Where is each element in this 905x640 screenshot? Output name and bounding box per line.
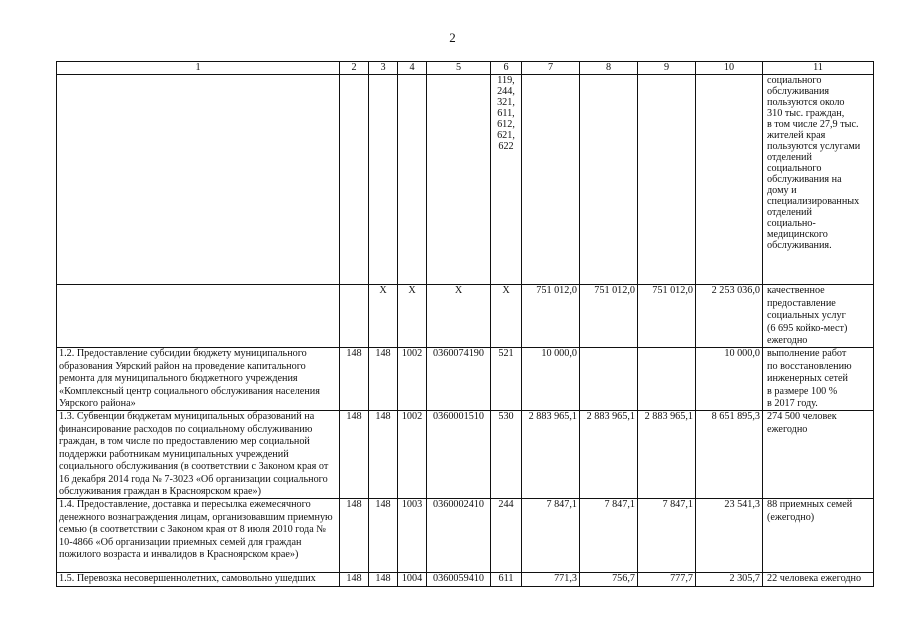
cell-year3: [638, 348, 696, 411]
cell-result: 22 человека ежегодно: [763, 573, 874, 586]
cell-result: 88 приемных семей (ежегодно): [763, 499, 874, 573]
cell-csr: 0360074190: [427, 348, 491, 411]
cell-csr: [427, 75, 491, 285]
cell-year3: [638, 75, 696, 285]
column-header: 10: [696, 62, 763, 75]
cell-vr: X: [491, 285, 522, 348]
cell-rzpr: 1002: [398, 348, 427, 411]
cell-year1: 751 012,0: [522, 285, 580, 348]
cell-vr: 119, 244, 321, 611, 612, 621, 622: [491, 75, 522, 285]
column-header: 4: [398, 62, 427, 75]
table-row: [57, 411, 874, 499]
column-header: 9: [638, 62, 696, 75]
cell-grbs: [369, 75, 398, 285]
column-header: 1: [57, 62, 340, 75]
cell-csr: 0360001510: [427, 411, 491, 499]
cell-gr: [340, 75, 369, 285]
cell-vr: 611: [491, 573, 522, 586]
table-row: [57, 348, 874, 411]
cell-total: 23 541,3: [696, 499, 763, 573]
cell-grbs: 148: [369, 573, 398, 586]
cell-year1: 10 000,0: [522, 348, 580, 411]
cell-total: 2 253 036,0: [696, 285, 763, 348]
cell-vr: 521: [491, 348, 522, 411]
cell-activity: 1.3. Субвенции бюджетам муниципальных образований на финансирование расходов по социальному обслуживанию граждан, в том числе по предоставлению мер социальной поддержки работникам муниципальных учреждений социального обслуживания (в соответствии с Законом края от 16 декабря 2014 года № 7-3023 «Об организации социального обслуживания граждан в Красноярском крае»): [57, 411, 340, 499]
table-row: [57, 75, 874, 285]
cell-rzpr: 1002: [398, 411, 427, 499]
cell-total: 8 651 895,3: [696, 411, 763, 499]
cell-csr: 0360059410: [427, 573, 491, 586]
header-row: [57, 62, 874, 75]
cell-year3: 751 012,0: [638, 285, 696, 348]
table-row: [57, 499, 874, 573]
cell-year1: 771,3: [522, 573, 580, 586]
cell-total: 2 305,7: [696, 573, 763, 586]
column-header: 2: [340, 62, 369, 75]
cell-year2: 2 883 965,1: [580, 411, 638, 499]
column-header: 7: [522, 62, 580, 75]
cell-vr: 244: [491, 499, 522, 573]
cell-year2: [580, 75, 638, 285]
cell-gr: 148: [340, 348, 369, 411]
cell-year1: 7 847,1: [522, 499, 580, 573]
cell-grbs: 148: [369, 499, 398, 573]
cell-activity: [57, 285, 340, 348]
cell-grbs: 148: [369, 348, 398, 411]
cell-activity: 1.4. Предоставление, доставка и пересылка ежемесячного денежного вознаграждения лицам, организовавшим приемную семью (в соответствии с Законом края от 8 июля 2010 года № 10-4866 «Об организации приемных семей для граждан пожилого возраста и инвалидов в Красноярском крае»): [57, 499, 340, 573]
column-header: 5: [427, 62, 491, 75]
cell-result: выполнение работ по восстановлению инженерных сетей в размере 100 % в 2017 году.: [763, 348, 874, 411]
cell-rzpr: 1004: [398, 573, 427, 586]
cell-year3: 777,7: [638, 573, 696, 586]
cell-result: 274 500 человек ежегодно: [763, 411, 874, 499]
cell-vr: 530: [491, 411, 522, 499]
cell-rzpr: X: [398, 285, 427, 348]
cell-total: [696, 75, 763, 285]
cell-activity: 1.5. Перевозка несовершеннолетних, самовольно ушедших: [57, 573, 340, 586]
cell-year2: 7 847,1: [580, 499, 638, 573]
cell-csr: 0360002410: [427, 499, 491, 573]
table-row: [57, 285, 874, 348]
cell-year3: 7 847,1: [638, 499, 696, 573]
cell-result: социального обслуживания пользуются около 310 тыс. граждан, в том числе 27,9 тыс. жителей края пользуются услугами отделений социального обслуживания на дому и специализированных отделений социально- медицинского обслуживания.: [763, 75, 874, 285]
cell-gr: 148: [340, 573, 369, 586]
program-activities-table: [56, 61, 874, 587]
cell-activity: [57, 75, 340, 285]
cell-grbs: 148: [369, 411, 398, 499]
cell-gr: 148: [340, 499, 369, 573]
cell-total: 10 000,0: [696, 348, 763, 411]
cell-result: качественное предоставление социальных услуг (6 695 койко-мест) ежегодно: [763, 285, 874, 348]
cell-year2: [580, 348, 638, 411]
cell-year2: 756,7: [580, 573, 638, 586]
cell-year1: [522, 75, 580, 285]
cell-gr: 148: [340, 411, 369, 499]
cell-rzpr: 1003: [398, 499, 427, 573]
column-header: 3: [369, 62, 398, 75]
cell-rzpr: [398, 75, 427, 285]
cell-year1: 2 883 965,1: [522, 411, 580, 499]
cell-activity: 1.2. Предоставление субсидии бюджету муниципального образования Уярский район на проведение капитального ремонта для муниципального бюджетного учреждения «Комплексный центр социального обслуживания населения Уярского района»: [57, 348, 340, 411]
page-number: 2: [449, 30, 456, 45]
table-row: [57, 573, 874, 586]
cell-year3: 2 883 965,1: [638, 411, 696, 499]
cell-grbs: X: [369, 285, 398, 348]
column-header: 8: [580, 62, 638, 75]
cell-csr: X: [427, 285, 491, 348]
cell-year2: 751 012,0: [580, 285, 638, 348]
cell-gr: [340, 285, 369, 348]
column-header: 11: [763, 62, 874, 75]
column-header: 6: [491, 62, 522, 75]
